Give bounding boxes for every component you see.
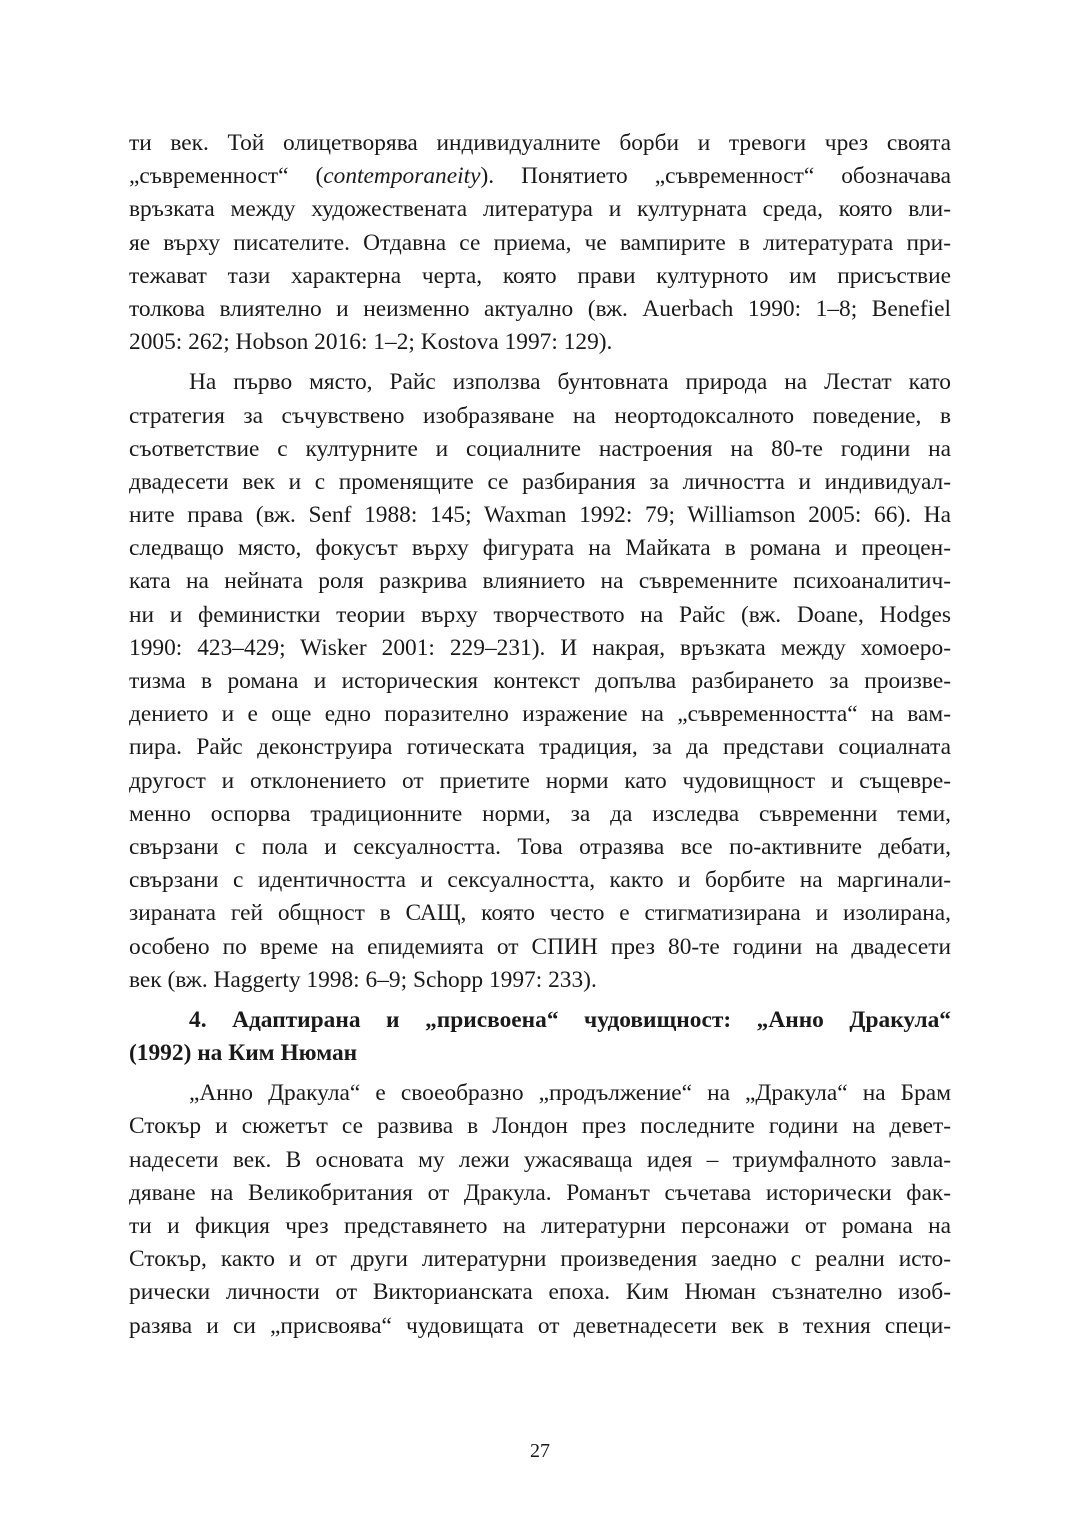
text-line: връзката между художествената литература и културната среда, която вли- <box>129 196 951 223</box>
text-line: тизма в романа и историческия контекст допълва разбирането за произве- <box>129 668 951 694</box>
heading-line: (1992) на Ким Нюман <box>129 1040 358 1067</box>
text-line: следващо място, фокусът върху фигурата на Майката в романа и преоцен- <box>129 535 951 562</box>
text-line: Стокър и сюжетът се развива в Лондон през последните години на девет- <box>129 1113 951 1140</box>
text-line: толкова влиятелно и неизменно актуално (вж. Auerbach 1990: 1–8; Benefiel <box>129 295 951 322</box>
text-line: ни и феминистки теории върху творчеството на Райс (вж. Doane, Hodges <box>129 601 951 628</box>
text-line: дението и е още едно поразително изражение на „съвременността“ на вам- <box>129 701 951 728</box>
text-line: стратегия за съчувствено изобразяване на неортодоксалното поведение, в <box>129 402 951 429</box>
text-line: свързани с идентичността и сексуалността, както и борбите на маргинали- <box>129 867 951 894</box>
text-line: ните права (вж. Senf 1988: 145; Waxman 1992: 79; Williamson 2005: 66). На <box>129 502 951 529</box>
text-line: век (вж. Haggerty 1998: 6–9; Schopp 1997: 233). <box>129 966 597 993</box>
page-number: 27 <box>530 1440 550 1462</box>
section-heading <box>129 1004 951 1070</box>
text-line: пира. Райс деконструира готическата традиция, за да представи социалната <box>129 734 951 761</box>
text-line: тежават тази характерна черта, която прави културното им присъствие <box>129 262 951 289</box>
text-line: зираната гей общност в САЩ, която често е стигматизирана и изолирана, <box>129 900 951 927</box>
text-line: Стокър, както и от други литературни произведения заедно с реални исто- <box>129 1246 951 1273</box>
text-line: дяване на Великобритания от Дракула. Романът съчетава исторически фак- <box>129 1179 951 1206</box>
text-line: другост и отклонението от приетите норми като чудовищност и същевре- <box>129 767 951 794</box>
text-line: особено по време на епидемията от СПИН през 80-те години на двадесети <box>129 933 951 960</box>
italic-term: contemporaneity <box>323 163 481 190</box>
text-line: 2005: 262; Hobson 2016: 1–2; Kostova 1997: 129). <box>129 329 613 356</box>
text-fragment: ). Понятието „съвременност“ обозначава <box>480 163 951 190</box>
text-line: рически личности от Викторианската епоха. Ким Нюман съзнателно изоб- <box>129 1279 951 1306</box>
text-line: 1990: 423–429; Wisker 2001: 229–231). И накрая, връзката между хомоеро- <box>129 634 951 661</box>
text-line: двадесети век и с променящите се разбирания за личността и индивидуал- <box>129 468 951 495</box>
text-line <box>129 160 951 193</box>
text-line: ката на нейната роля разкрива влиянието на съвременните психоаналитич- <box>129 568 951 595</box>
text-line: ти век. Той олицетворява индивидуалните борби и тревоги чрез своята <box>129 130 951 156</box>
text-line: яе върху писателите. Отдавна се приема, че вампирите в литературата при- <box>129 229 951 256</box>
text-line: свързани с пола и сексуалността. Това отразява все по-активните дебати, <box>129 833 951 860</box>
text-line: ти и фикция чрез представянето на литературни персонажи от романа на <box>129 1213 951 1239</box>
paragraph-1 <box>129 127 951 359</box>
text-line: На първо място, Райс използва бунтовната природа на Лестат като <box>189 369 951 396</box>
paragraph-3 <box>129 1077 951 1343</box>
page-body <box>129 127 951 1343</box>
heading-line: 4. Адаптирана и „присвоена“ чудовищност: „Анно Дракула“ <box>189 1006 951 1033</box>
text-line: „Анно Дракула“ е своеобразно „продължение“ на „Дракула“ на Брам <box>189 1080 951 1107</box>
paragraph-2 <box>129 366 951 997</box>
text-line: менно оспорва традиционните норми, за да изследва съвременни теми, <box>129 800 951 827</box>
text-line: разява и си „присвоява“ чудовищата от деветнадесети век в техния специ- <box>129 1312 951 1339</box>
text-line: надесети век. В основата му лежи ужасяваща идея – триумфалното завла- <box>129 1146 951 1173</box>
text-line: съответствие с културните и социалните настроения на 80-те години на <box>129 435 951 462</box>
text-fragment: „съвременност“ ( <box>129 163 324 190</box>
